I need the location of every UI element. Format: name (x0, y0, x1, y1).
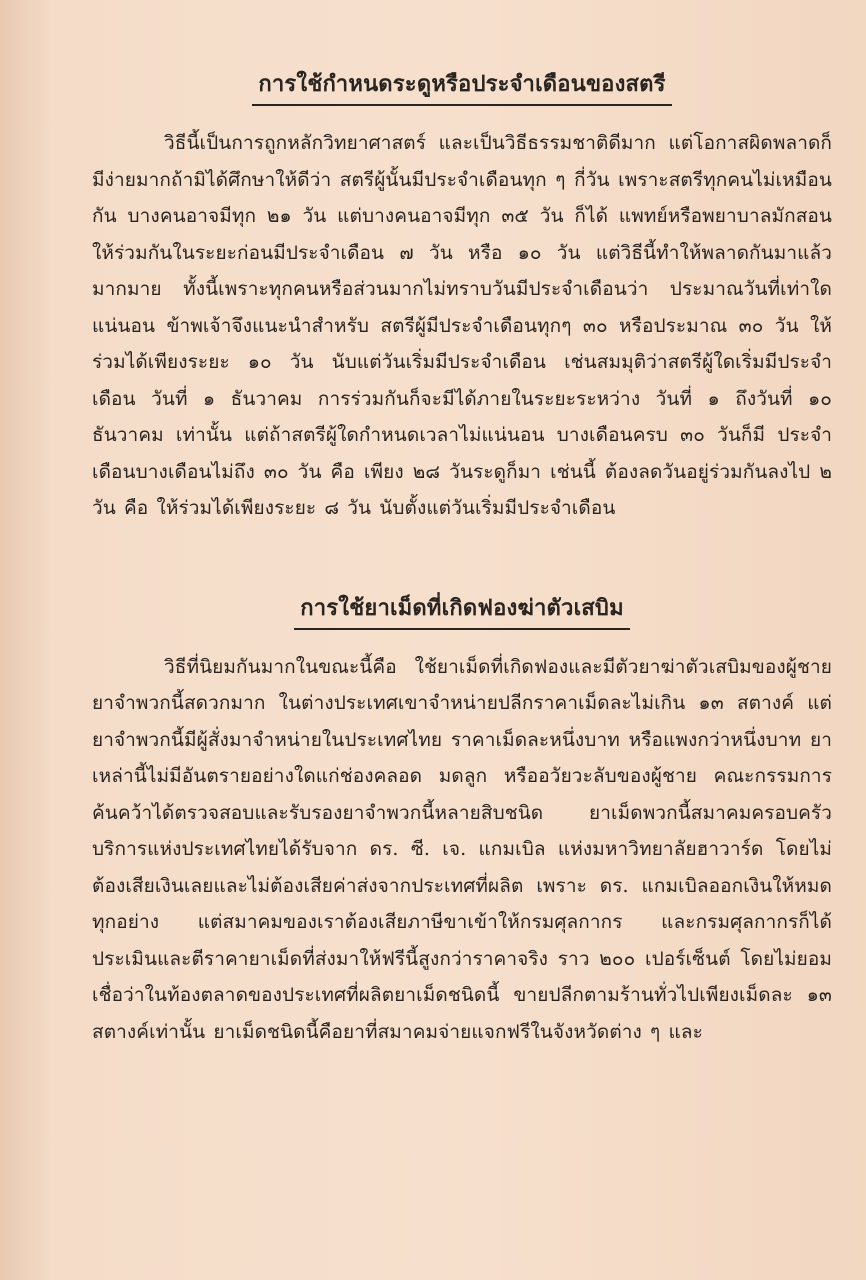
section-heading: การใช้ยาเม็ดที่เกิดฟองฆ่าตัวเสบิม (294, 590, 630, 630)
heading-wrap (92, 590, 832, 630)
paragraph-text: วิธีนี้เป็นการถูกหลักวิทยาศาสตร์ และเป็นวิธีธรรมชาติดีมาก แต่โอกาสผิดพลาดก็มีง่ายมากถ้ามิได้ศึกษาให้ดีว่า สตรีผู้นั้นมีประจำเดือนทุก ๆ กี่วัน เพราะสตรีทุกคนไม่เหมือนกัน บางคนอาจมีทุก ๒๑ วัน แต่บางคนอาจมีทุก ๓๕ วัน ก็ได้ แพทย์หรือพยาบาลมักสอนให้ร่วมกันในระยะก่อนมีประจำเดือน ๗ วัน หรือ ๑๐ วัน แต่วิธีนี้ทำให้พลาดกันมาแล้วมากมาย ทั้งนี้เพราะทุกคนหรือส่วนมากไม่ทราบวันมีประจำเดือนว่า ประมาณวันที่เท่าใดแน่นอน ข้าพเจ้าจึงแนะนำสำหรับ สตรีผู้มีประจำเดือนทุกๆ ๓๐ หรือประมาณ ๓๐ วัน ให้ร่วมได้เพียงระยะ ๑๐ วัน นับแต่วันเริ่มมีประจำเดือน เช่นสมมุติว่าสตรีผู้ใดเริ่มมีประจำเดือน วันที่ ๑ ธันวาคม การร่วมกันก็จะมีได้ภายในระยะระหว่าง วันที่ ๑ ถึงวันที่ ๑๐ ธันวาคม เท่านั้น แต่ถ้าสตรีผู้ใดกำหนดเวลาไม่แน่นอน บางเดือนครบ ๓๐ วันก็มี ประจำเดือนบางเดือนไม่ถึง ๓๐ วัน คือ เพียง ๒๘ วันระดูก็มา เช่นนี้ ต้องลดวันอยู่ร่วมกันลงไป ๒ วัน คือ ให้ร่วมได้เพียงระยะ ๘ วัน นับตั้งแต่วันเริ่มมีประจำเดือน (92, 132, 832, 519)
section-menstrual-calendar (92, 66, 832, 527)
section-foaming-tablets (92, 590, 832, 1051)
section-heading: การใช้กำหนดระดูหรือประจำเดือนของสตรี (252, 66, 671, 106)
section-gap (92, 546, 832, 576)
heading-wrap (92, 66, 832, 106)
section-paragraph (92, 125, 832, 527)
paragraph-text: วิธีที่นิยมกันมากในขณะนี้คือ ใช้ยาเม็ดที่เกิดฟองและมีตัวยาฆ่าตัวเสบิมของผู้ชาย ยาจำพวกนี้สดวกมาก ในต่างประเทศเขาจำหน่ายปลีกราคาเม็ดละไม่เกิน ๑๓ สตางค์ แต่ยาจำพวกนี้มีผู้สั่งมาจำหน่ายในประเทศไทย ราคาเม็ดละหนึ่งบาท หรือแพงกว่าหนึ่งบาท ยาเหล่านี้ไม่มีอันตรายอย่างใดแก่ช่องคลอด มดลูก หรืออวัยวะลับของผู้ชาย คณะกรรมการค้นคว้าได้ตรวจสอบและรับรองยาจำพวกนี้หลายสิบชนิด ยาเม็ดพวกนี้สมาคมครอบครัวบริการแห่งประเทศไทยได้รับจาก ดร. ซี. เจ. แกมเบิล แห่งมหาวิทยาลัยฮาวาร์ด โดยไม่ต้องเสียเงินเลยและไม่ต้องเสียค่าส่งจากประเทศที่ผลิต เพราะ ดร. แกมเบิลออกเงินให้หมดทุกอย่าง แต่สมาคมของเราต้องเสียภาษีขาเข้าให้กรมศุลกากร และกรมศุลกากรก็ได้ประเมินและตีราคายาเม็ดที่ส่งมาให้ฟรีนี้สูงกว่าราคาจริง ราว ๒๐๐ เปอร์เซ็นต์ โดยไม่ยอมเชื่อว่าในท้องตลาดของประเทศที่ผลิตยาเม็ดชนิดนี้ ขายปลีกตามร้านทั่วไปเพียงเม็ดละ ๑๓ สตางค์เท่านั้น ยาเม็ดชนิดนี้คือยาที่สมาคมจ่ายแจกฟรีในจังหวัดต่าง ๆ และ (92, 655, 832, 1043)
section-paragraph (92, 649, 832, 1051)
